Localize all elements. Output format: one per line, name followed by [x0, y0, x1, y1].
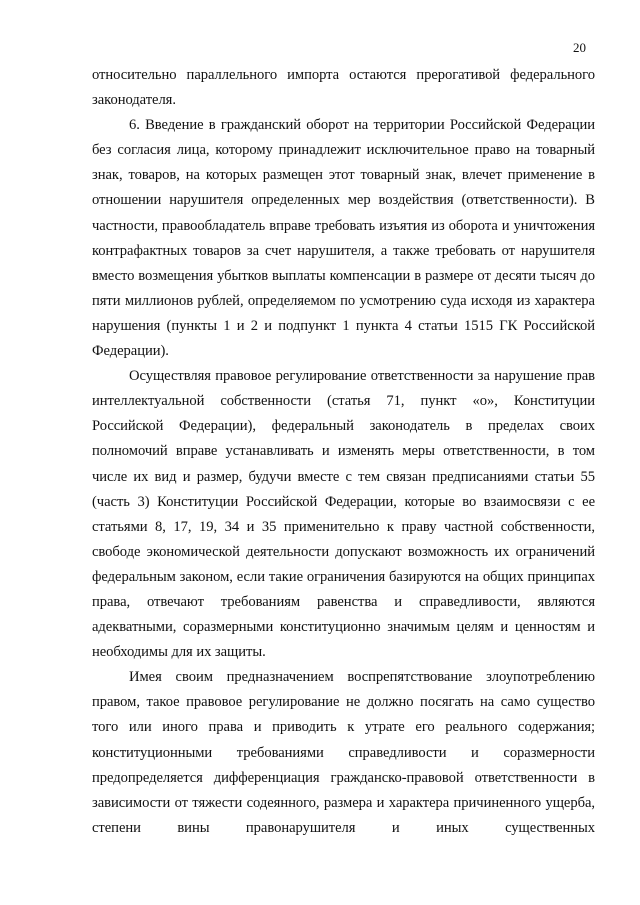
paragraph-item-6: 6. Введение в гражданский оборот на территории Российской Федерации без согласия лица, которому принадлежит исключительное право на товарный знак, товаров, на которых размещен этот товарный знак, влечет применение в отношении нарушителя определенных мер воздействия (ответственности). В частности, правообладатель вправе требовать изъятия из оборота и уничтожения контрафактных товаров за счет нарушителя, а также требовать от нарушителя вместо возмещения убытков выплаты компенсации в размере от десяти тысяч до пяти миллионов рублей, определяемом по усмотрению суда исходя из характера нарушения (пункты 1 и 2 и подпункт 1 пункта 4 статьи 1515 ГК Российской Федерации). [92, 117, 595, 360]
paragraph-purpose: Имея своим предназначением воспрепятствование злоупотреблению правом, такое правовое регулирование не должно посягать на само существо того или иного права и приводить к утрате его реального содержания; конституционными требованиями справедливости и соразмерности предопределяется дифференциация гражданско-правовой ответственности в зависимости от тяжести содеянного, размера и характера причиненного ущерба, степени вины правонарушителя и иных существенных [92, 669, 595, 836]
paragraph-regulation: Осуществляя правовое регулирование ответственности за нарушение прав интеллектуальной собственности (статья 71, пункт «о», Конституции Российской Федерации), федеральный законодатель в пределах своих полномочий вправе устанавливать и изменять меры ответственности, в том числе их вид и размер, будучи вместе с тем связан предписаниями статьи 55 (часть 3) Конституции Российской Федерации, которые во взаимосвязи с ее статьями 8, 17, 19, 34 и 35 применительно к праву частной собственности, свободе экономической деятельности допускают возможность их ограничений федеральным законом, если такие ограничения базируются на общих принципах права, отвечают требованиям равенства и справедливости, являются адекватными, соразмерными конституционно значимым целям и ценностям и необходимы для их защиты. [92, 368, 595, 661]
page-number: 20 [573, 40, 586, 55]
paragraph-continuation: относительно параллельного импорта остаются прерогативой федерального законодателя. [92, 67, 595, 109]
body-text [92, 63, 595, 841]
